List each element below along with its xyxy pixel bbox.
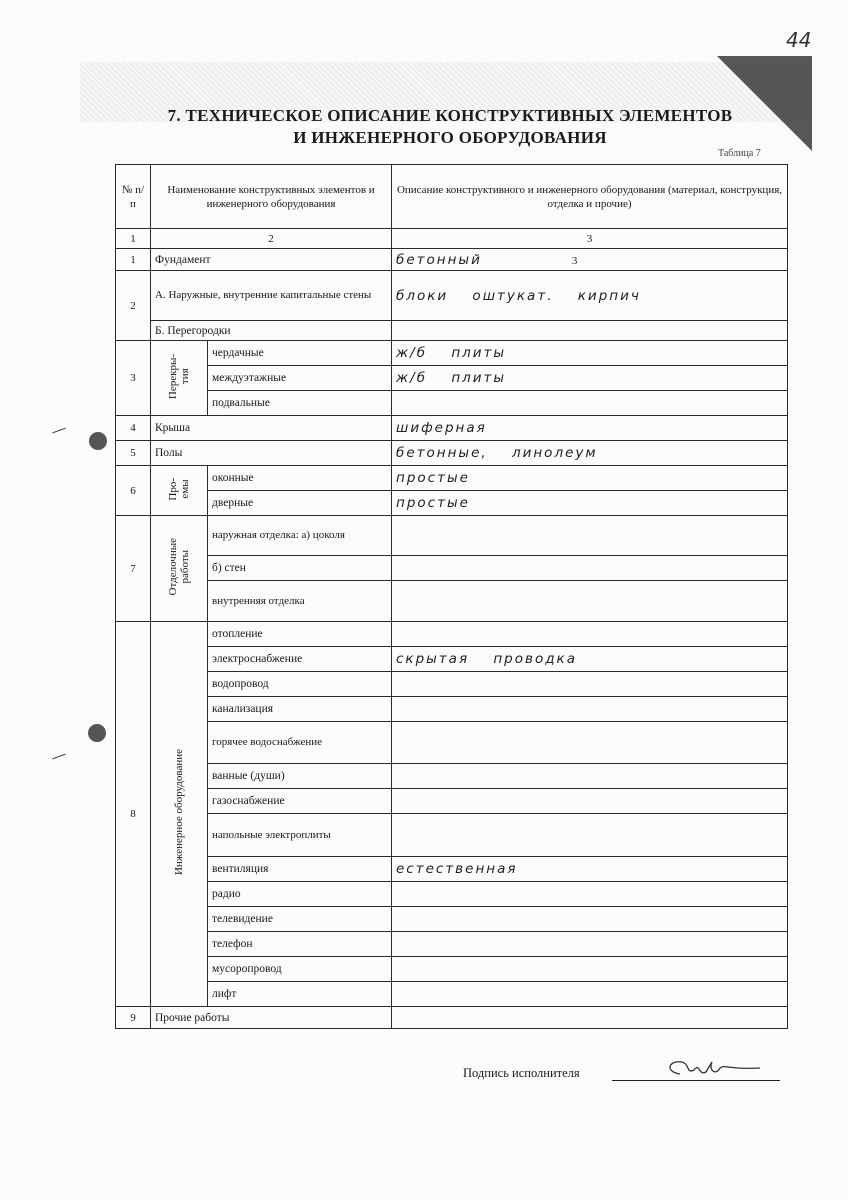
- column-mark: 3: [571, 254, 578, 267]
- table-row: [116, 341, 788, 366]
- row-label: Крыша: [151, 416, 392, 441]
- row-label: б) стен: [208, 556, 392, 581]
- table-row: [116, 416, 788, 441]
- row-value[interactable]: блоки оштукат. кирпич: [392, 271, 788, 321]
- margin-mark: [52, 754, 65, 760]
- row-value[interactable]: [392, 1007, 788, 1029]
- signature-label: Подпись исполнителя: [463, 1066, 580, 1080]
- table-row: [116, 857, 788, 882]
- table-row: [116, 441, 788, 466]
- row-label: электроснабжение: [208, 647, 392, 672]
- row-label: газоснабжение: [208, 789, 392, 814]
- row-label: радио: [208, 882, 392, 907]
- table-row: [116, 907, 788, 932]
- table-row: [116, 764, 788, 789]
- row-num: 8: [116, 622, 151, 1007]
- row-value[interactable]: [392, 622, 788, 647]
- row-num: 7: [116, 516, 151, 622]
- col-number: 1: [116, 229, 151, 249]
- row-value[interactable]: простые: [392, 491, 788, 516]
- header-desc: Описание конструктивного и инженерного оборудования (материал, конструкция, отделка и прочие): [392, 165, 788, 229]
- row-label: чердачные: [208, 341, 392, 366]
- table-row: [116, 1007, 788, 1029]
- table-row: [116, 814, 788, 857]
- row-value[interactable]: [392, 764, 788, 789]
- row-label: горячее водоснабжение: [208, 722, 392, 764]
- row-num: 3: [116, 341, 151, 416]
- row-label: наружная отделка: а) цоколя: [208, 516, 392, 556]
- group-label: Отделочные работы: [151, 516, 208, 622]
- table-row: [116, 647, 788, 672]
- row-value[interactable]: [392, 982, 788, 1007]
- row-label: телефон: [208, 932, 392, 957]
- header-num: № п/п: [116, 165, 151, 229]
- table-row: [116, 697, 788, 722]
- table-header-row: [116, 165, 788, 229]
- row-num: 9: [116, 1007, 151, 1029]
- row-value[interactable]: [392, 882, 788, 907]
- table-row: [116, 957, 788, 982]
- handwritten-value: бетонный: [396, 251, 482, 268]
- table-row: [116, 932, 788, 957]
- row-value[interactable]: [392, 814, 788, 857]
- row-label: лифт: [208, 982, 392, 1007]
- table-row: [116, 271, 788, 321]
- row-label: Б. Перегородки: [151, 321, 392, 341]
- table-row: [116, 622, 788, 647]
- table-caption: Таблица 7: [718, 148, 761, 159]
- row-label: отопление: [208, 622, 392, 647]
- row-value[interactable]: [392, 722, 788, 764]
- row-label: напольные электроплиты: [208, 814, 392, 857]
- row-value[interactable]: простые: [392, 466, 788, 491]
- table-row: [116, 466, 788, 491]
- row-value[interactable]: естественная: [392, 857, 788, 882]
- row-value[interactable]: бетонные, линолеум: [392, 441, 788, 466]
- table-row: [116, 789, 788, 814]
- table-row: [116, 581, 788, 622]
- row-value[interactable]: ж/б плиты: [392, 366, 788, 391]
- row-num: 6: [116, 466, 151, 516]
- header-name: Наименование конструктивных элементов и инженерного оборудования: [151, 165, 392, 229]
- punch-hole-icon: [89, 432, 107, 450]
- row-value[interactable]: [392, 672, 788, 697]
- row-value[interactable]: [392, 581, 788, 622]
- row-label: внутренняя отделка: [208, 581, 392, 622]
- table-row: [116, 491, 788, 516]
- row-value[interactable]: [392, 321, 788, 341]
- group-label: Перекры- тия: [151, 341, 208, 416]
- row-label: подвальные: [208, 391, 392, 416]
- group-label: Про- емы: [151, 466, 208, 516]
- row-label: вентиляция: [208, 857, 392, 882]
- row-value[interactable]: [392, 789, 788, 814]
- table-row: [116, 722, 788, 764]
- row-label: А. Наружные, внутренние капитальные стены: [151, 271, 392, 321]
- row-value[interactable]: скрытая проводка: [392, 647, 788, 672]
- row-value[interactable]: [392, 697, 788, 722]
- column-number-row: [116, 229, 788, 249]
- row-label: оконные: [208, 466, 392, 491]
- row-value[interactable]: [392, 907, 788, 932]
- row-label: водопровод: [208, 672, 392, 697]
- row-label: Полы: [151, 441, 392, 466]
- row-label: Прочие работы: [151, 1007, 392, 1029]
- group-label: Инженерное оборудование: [151, 622, 208, 1007]
- row-value[interactable]: [392, 556, 788, 581]
- signature-scribble-icon: [660, 1054, 780, 1084]
- margin-mark: [52, 428, 65, 434]
- row-num: 2: [116, 271, 151, 341]
- table-row: [116, 249, 788, 271]
- page-number: 44: [786, 28, 812, 52]
- row-value[interactable]: [392, 391, 788, 416]
- document-title-line1: 7. ТЕХНИЧЕСКОЕ ОПИСАНИЕ КОНСТРУКТИВНЫХ ЭЛЕМЕНТОВ: [167, 106, 733, 125]
- row-num: 5: [116, 441, 151, 466]
- row-label: дверные: [208, 491, 392, 516]
- table-row: [116, 516, 788, 556]
- col-number: 2: [151, 229, 392, 249]
- row-value[interactable]: шиферная: [392, 416, 788, 441]
- row-num: 4: [116, 416, 151, 441]
- row-value[interactable]: ж/б плиты: [392, 341, 788, 366]
- row-label: междуэтажные: [208, 366, 392, 391]
- table-row: [116, 366, 788, 391]
- row-label: Фундамент: [151, 249, 392, 271]
- row-value[interactable]: [392, 957, 788, 982]
- table-row: [116, 321, 788, 341]
- col-number: 3: [392, 229, 788, 249]
- table-row: [116, 882, 788, 907]
- row-label: телевидение: [208, 907, 392, 932]
- table-row: [116, 391, 788, 416]
- row-value[interactable]: [392, 249, 788, 271]
- row-value[interactable]: [392, 516, 788, 556]
- punch-hole-icon: [88, 724, 106, 742]
- document-title-line2: И ИНЖЕНЕРНОГО ОБОРУДОВАНИЯ: [293, 128, 607, 147]
- row-label: ванные (души): [208, 764, 392, 789]
- row-label: канализация: [208, 697, 392, 722]
- table-row: [116, 982, 788, 1007]
- row-label: мусоропровод: [208, 957, 392, 982]
- technical-description-table: [115, 164, 788, 1029]
- row-num: 1: [116, 249, 151, 271]
- table-row: [116, 672, 788, 697]
- row-value[interactable]: [392, 932, 788, 957]
- table-row: [116, 556, 788, 581]
